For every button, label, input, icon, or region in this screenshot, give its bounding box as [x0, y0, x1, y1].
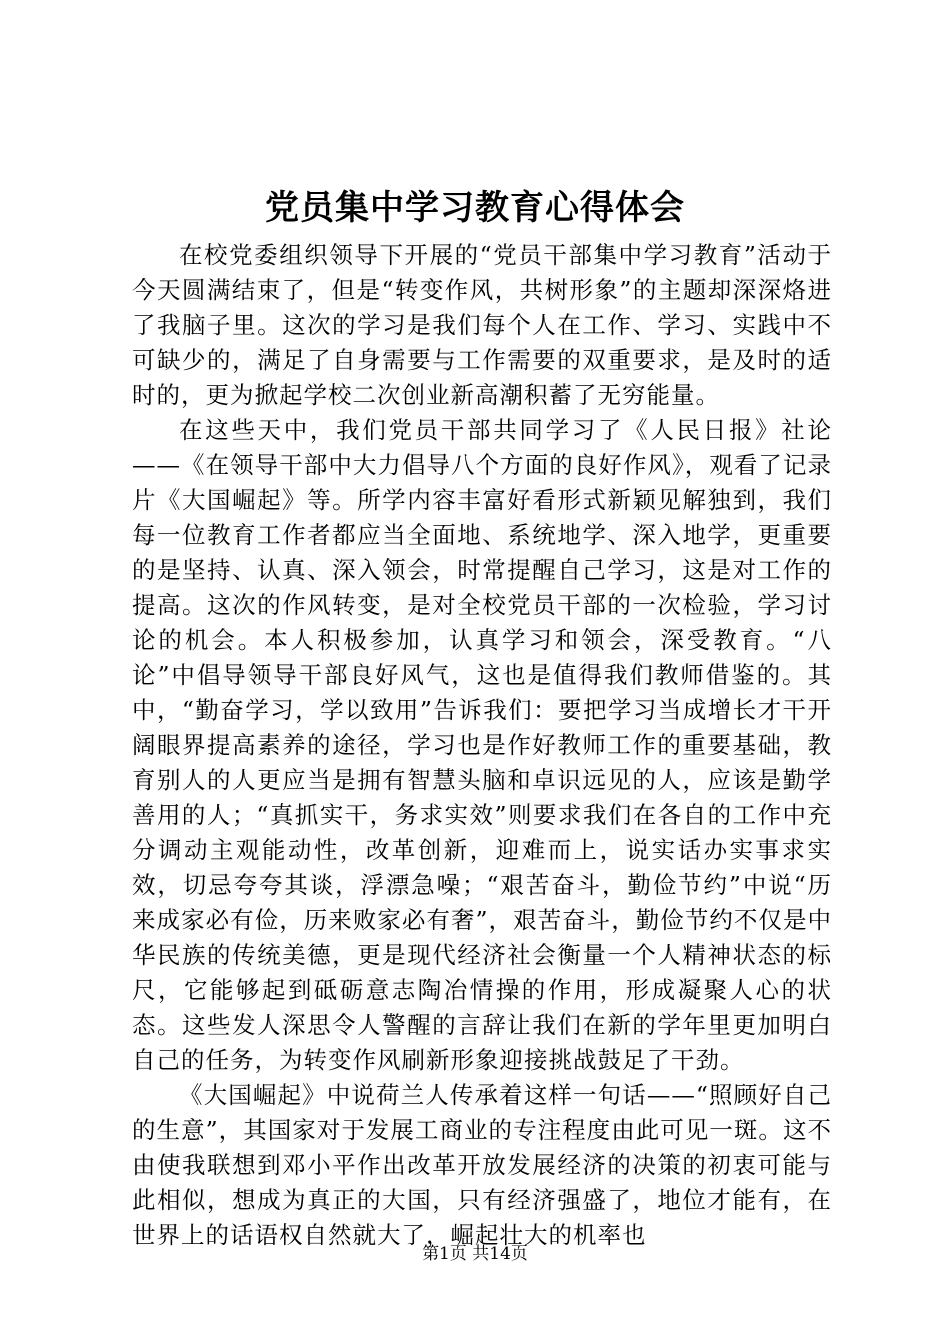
- paragraph-3: 《大国崛起》中说荷兰人传承着这样一句话——“照顾好自己的生意”，其国家对于发展工商业的专注程度由此可见一斑。这不由使我联想到邓小平作出改革开放发展经济的决策的初衷可能与此相似，想成为真正的大国，只有经济强盛了，地位才能有，在世界上的话语权自然就大了，崛起壮大的机率也: [132, 1081, 832, 1249]
- document-title: 党员集中学习教育心得体会: [265, 188, 685, 228]
- page-number-footer: 第1页 共14页: [422, 1244, 528, 1264]
- paragraph-1: 在校党委组织领导下开展的“党员干部集中学习教育”活动于今天圆满结束了，但是“转变作风，共树形象”的主题却深深烙进了我脑子里。这次的学习是我们每个人在工作、学习、实践中不可缺少的，满足了自身需要与工作需要的双重要求，是及时的适时的，更为掀起学校二次创业新高潮积蓄了无穷能量。: [132, 241, 832, 409]
- document-body: [132, 238, 832, 1253]
- paragraph-2: 在这些天中，我们党员干部共同学习了《人民日报》社论——《在领导干部中大力倡导八个方面的良好作风》，观看了记录片《大国崛起》等。所学内容丰富好看形式新颖见解独到，我们每一位教育工作者都应当全面地、系统地学、深入地学，更重要的是坚持、认真、深入领会，时常提醒自己学习，这是对工作的提高。这次的作风转变，是对全校党员干部的一次检验，学习讨论的机会。本人积极参加，认真学习和领会，深受教育。“八论”中倡导领导干部良好风气，这也是值得我们教师借鉴的。其中，“勤奋学习，学以致用”告诉我们：要把学习当成增长才干开阔眼界提高素养的途径，学习也是作好教师工作的重要基础，教育别人的人更应当是拥有智慧头脑和卓识远见的人，应该是勤学善用的人；“真抓实干，务求实效”则要求我们在各自的工作中充分调动主观能动性，改革创新，迎难而上，说实话办实事求实效，切忌夸夸其谈，浮漂急噪；“艰苦奋斗，勤俭节约”中说“历来成家必有俭，历来败家必有奢”，艰苦奋斗，勤俭节约不仅是中华民族的传统美德，更是现代经济社会衡量一个人精神状态的标尺，它能够起到砥砺意志陶冶情操的作用，形成凝聚人心的状态。这些发人深思令人警醒的言辞让我们在新的学年里更加明白自己的任务，为转变作风刷新形象迎接挑战鼓足了干劲。: [132, 416, 832, 1074]
